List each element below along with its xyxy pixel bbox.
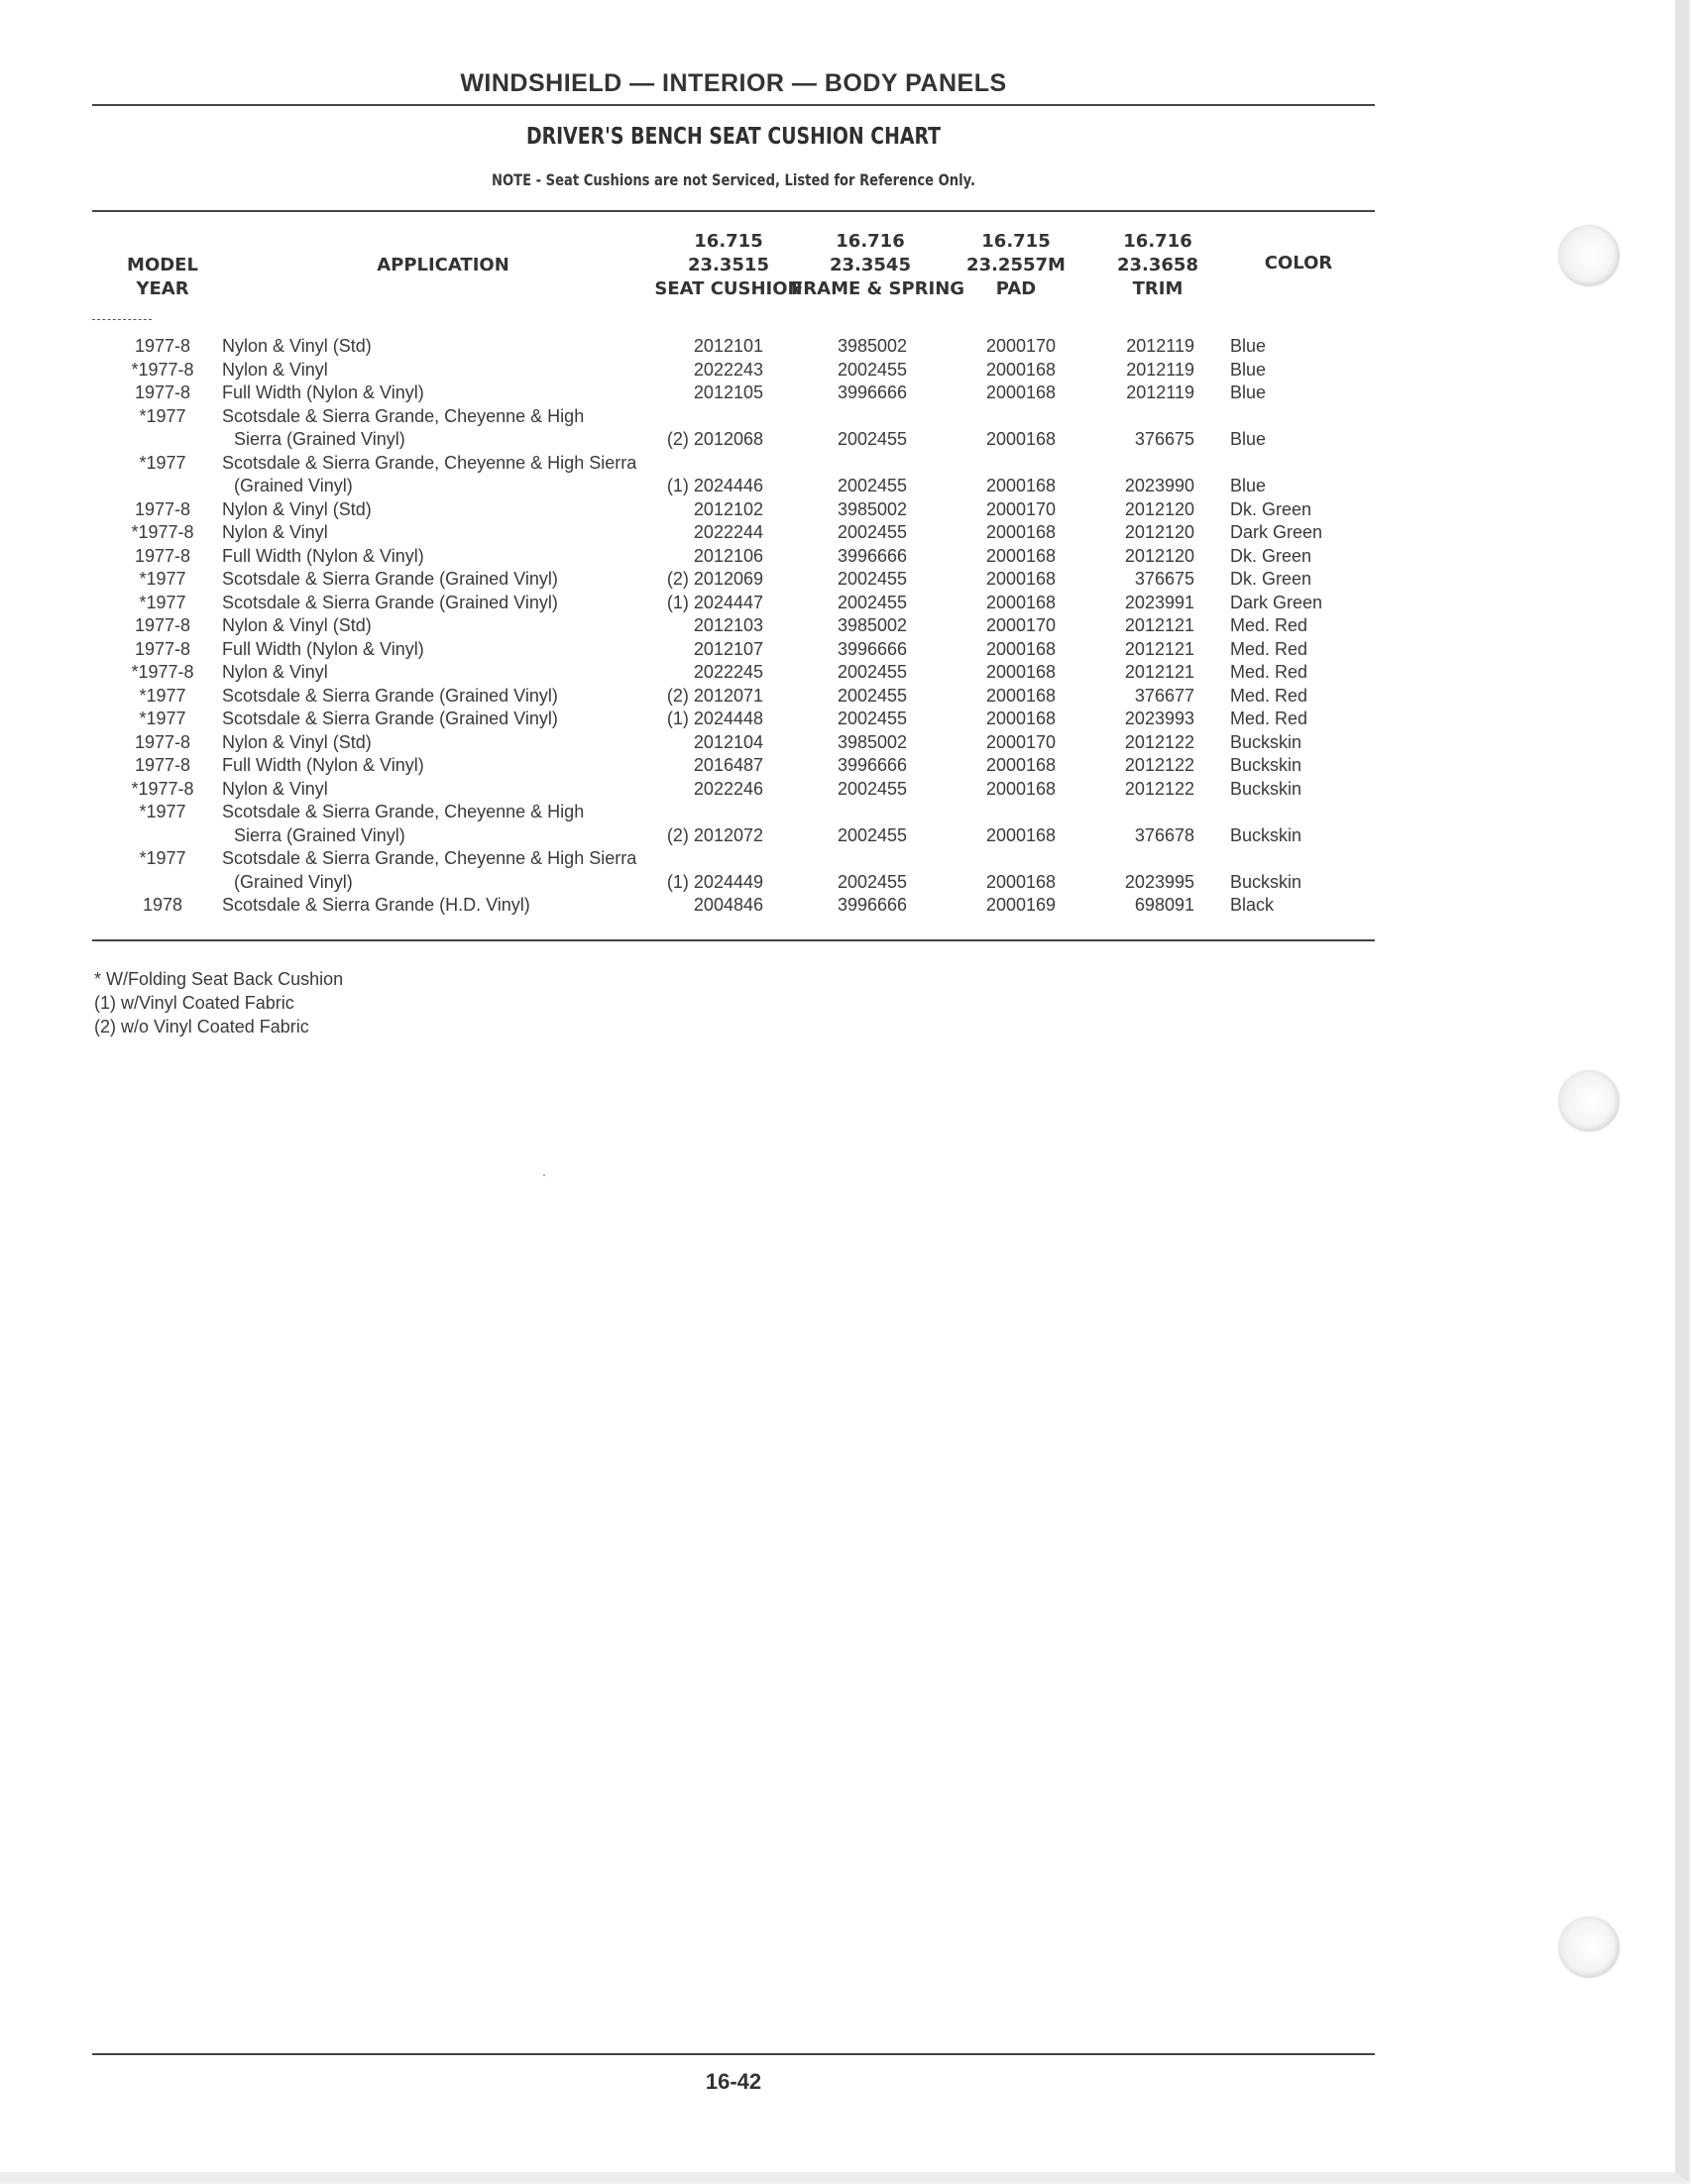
seat-cushion-part-cell: 2004846 [693,895,763,915]
frame-spring-part-cell: 3996666 [837,382,908,402]
application-cell: Nylon & Vinyl [222,359,328,380]
seat-cushion-part-cell: (1) 2024447 [666,592,763,612]
footnote-vinyl-coated: (1) w/Vinyl Coated Fabric [94,993,294,1013]
column-header-pad [952,230,1080,301]
pad-part-cell: 2000168 [985,429,1057,449]
pad-part-cell: 2000168 [985,778,1057,799]
color-cell: Black [1230,895,1275,915]
column-header-line: FRAME & SPRING [791,278,965,299]
trim-part-cell: 2012122 [1124,778,1194,799]
footnote-without-vinyl: (2) w/o Vinyl Coated Fabric [94,1017,309,1037]
seat-cushion-part-cell: 2012107 [693,638,763,659]
pad-part-cell: 2000170 [985,731,1057,752]
pad-part-cell: 2000168 [985,824,1057,845]
trim-part-cell: 376675 [1134,429,1194,449]
application-cell: Scotsdale & Sierra Grande (Grained Vinyl) [222,709,558,728]
trim-part-cell: 2012119 [1126,336,1194,356]
application-cell: Scotsdale & Sierra Grande (Grained Vinyl) [222,569,558,589]
trim-part-cell: 2012120 [1124,498,1194,519]
color-cell: Med. Red [1230,709,1308,728]
column-header-line: TRIM [1132,278,1184,299]
application-cell: Scotsdale & Sierra Grande, Cheyenne & High Sierra [222,848,637,868]
table-bottom-rule [92,939,1375,941]
seat-cushion-part-cell: 2022246 [693,778,763,799]
model-year-cell: *1977 [139,709,186,728]
pad-part-cell: 2000169 [985,895,1057,915]
footnote-folding-seat: * W/Folding Seat Back Cushion [94,969,344,989]
color-cell: Dark Green [1230,592,1323,612]
frame-spring-part-cell: 2002455 [837,871,908,892]
frame-spring-part-cell: 2002455 [837,429,908,449]
model-year-cell: *1977 [139,405,186,426]
binder-hole-bottom [1558,1916,1620,1978]
pad-part-cell: 2000170 [985,615,1057,635]
application-cell: Nylon & Vinyl (Std) [222,498,372,519]
model-year-cell: *1977-8 [131,662,194,682]
pad-part-cell: 2000168 [985,755,1057,775]
application-cell: Scotsdale & Sierra Grande, Cheyenne & High Sierra [222,452,637,473]
model-year-cell: 1977-8 [134,382,191,402]
color-cell: Med. Red [1230,638,1308,659]
pad-part-cell: 2000168 [985,592,1057,612]
application-cell: Full Width (Nylon & Vinyl) [222,638,424,659]
frame-spring-part-cell: 2002455 [837,476,908,495]
pad-part-cell: 2000168 [985,382,1057,402]
column-header-line: YEAR [136,278,189,299]
pad-part-cell: 2000170 [985,498,1057,519]
frame-spring-part-cell: 3985002 [837,336,908,356]
model-year-cell: 1977-8 [134,615,191,635]
column-header-model-year [113,254,212,301]
seat-cushion-part-cell: 2012104 [693,731,763,752]
footer-rule [92,2053,1375,2055]
column-header-line: 16.716 [836,231,905,252]
seat-cushion-part-cell: (2) 2012072 [666,824,763,845]
color-cell: Blue [1230,476,1267,495]
model-year-cell: 1978 [142,895,183,915]
section-title: WINDSHIELD — INTERIOR — BODY PANELS [460,69,1007,97]
color-cell: Blue [1230,336,1267,356]
column-header-line: APPLICATION [377,255,509,275]
frame-spring-part-cell: 2002455 [837,592,908,612]
column-header-frame-spring [791,230,965,301]
seat-cushion-part-cell: 2022245 [693,662,763,682]
application-cell: Scotsdale & Sierra Grande, Cheyenne & High [222,405,585,426]
seat-cushion-part-cell: 2012101 [693,336,763,356]
pad-part-cell: 2000168 [985,476,1057,495]
seat-cushion-part-cell: (2) 2012071 [666,685,763,706]
trim-part-cell: 2012122 [1124,755,1194,775]
trim-part-cell: 376677 [1134,685,1194,706]
application-cell: Nylon & Vinyl [222,778,328,799]
model-year-cell: *1977-8 [131,359,194,380]
color-cell: Buckskin [1230,824,1302,845]
column-header-line: SEAT CUSHION [654,278,803,299]
seat-cushion-part-cell: 2016487 [693,755,763,775]
model-year-cell: *1977 [139,848,186,868]
model-year-cell: 1977-8 [134,498,191,519]
application-cell: Scotsdale & Sierra Grande (Grained Vinyl) [222,685,558,706]
column-header-color [1239,252,1358,275]
trim-part-cell: 2012121 [1124,615,1194,635]
color-cell: Dk. Green [1230,498,1312,519]
frame-spring-part-cell: 2002455 [837,824,908,845]
color-cell: Buckskin [1230,871,1302,892]
frame-spring-part-cell: 2002455 [837,359,908,380]
seat-cushion-part-cell: (2) 2012068 [666,429,763,449]
color-cell: Dark Green [1230,522,1323,542]
column-header-line: COLOR [1264,253,1333,273]
color-cell: Dk. Green [1230,569,1312,589]
column-header-line: 23.3545 [830,255,911,275]
application-cell: Full Width (Nylon & Vinyl) [222,755,424,775]
trim-part-cell: 376675 [1134,569,1194,589]
trim-part-cell: 2012122 [1124,731,1194,752]
frame-spring-part-cell: 3996666 [837,755,908,775]
model-year-cell: *1977-8 [131,522,194,542]
trim-part-cell: 2023990 [1124,476,1194,495]
model-year-cell: *1977 [139,685,186,706]
model-year-cell: 1977-8 [134,638,191,659]
frame-spring-part-cell: 3985002 [837,498,908,519]
color-cell: Med. Red [1230,662,1308,682]
trim-part-cell: 2012121 [1124,662,1194,682]
pad-part-cell: 2000170 [985,336,1057,356]
trim-part-cell: 2012119 [1126,359,1194,380]
model-year-cell: 1977-8 [134,731,191,752]
frame-spring-part-cell: 2002455 [837,569,908,589]
seat-cushion-part-cell: (2) 2012069 [666,569,763,589]
column-header-application [222,254,664,277]
seat-cushion-part-cell: (1) 2024449 [666,871,763,892]
frame-spring-part-cell: 2002455 [837,522,908,542]
pad-part-cell: 2000168 [985,569,1057,589]
binder-hole-top [1558,225,1620,286]
column-header-trim [1093,230,1222,301]
model-year-cell: *1977 [139,592,186,612]
application-cell: Nylon & Vinyl (Std) [222,336,372,356]
model-year-cell: *1977 [139,802,186,821]
color-cell: Blue [1230,429,1267,449]
pad-part-cell: 2000168 [985,871,1057,892]
application-cell: Sierra (Grained Vinyl) [234,429,405,449]
frame-spring-part-cell: 2002455 [837,685,908,706]
column-header-line: 16.716 [1123,231,1192,252]
header-rule [92,104,1375,106]
pad-part-cell: 2000168 [985,685,1057,706]
model-year-cell: 1977-8 [134,755,191,775]
trim-part-cell: 376678 [1134,824,1194,845]
seat-cushion-part-cell: 2022244 [693,522,763,542]
pad-part-cell: 2000168 [985,709,1057,728]
pad-part-cell: 2000168 [985,545,1057,566]
application-cell: (Grained Vinyl) [234,476,353,495]
trim-part-cell: 2012121 [1124,638,1194,659]
application-cell: Sierra (Grained Vinyl) [234,824,405,845]
column-header-line: MODEL [127,255,198,275]
model-year-cell: 1977-8 [134,545,191,566]
column-header-line: 16.715 [981,231,1051,252]
frame-spring-part-cell: 3996666 [837,545,908,566]
frame-spring-part-cell: 2002455 [837,709,908,728]
frame-spring-part-cell: 3996666 [837,895,908,915]
seat-cushion-part-cell: 2012103 [693,615,763,635]
model-year-cell: 1977-8 [134,336,191,356]
page-number: 16-42 [705,2069,762,2094]
model-year-cell: *1977 [139,452,186,473]
application-cell: Nylon & Vinyl [222,662,328,682]
frame-spring-part-cell: 2002455 [837,662,908,682]
color-cell: Dk. Green [1230,545,1312,566]
column-header-seat-cushion [654,230,803,301]
seat-cushion-part-cell: 2022243 [693,359,763,380]
application-cell: Scotsdale & Sierra Grande (H.D. Vinyl) [222,895,530,915]
application-cell: Nylon & Vinyl [222,522,328,542]
color-cell: Buckskin [1230,731,1302,752]
header-underline [92,319,152,320]
pad-part-cell: 2000168 [985,662,1057,682]
column-header-line: 23.2557M [966,255,1066,275]
trim-part-cell: 2012120 [1124,545,1194,566]
column-header-line: 16.715 [694,231,763,252]
trim-part-cell: 698091 [1134,895,1194,915]
color-cell: Med. Red [1230,685,1308,706]
seat-cushion-part-cell: 2012106 [693,545,763,566]
color-cell: Med. Red [1230,615,1308,635]
column-header-line: 23.3515 [688,255,769,275]
seat-cushion-part-cell: 2012105 [693,382,763,402]
binder-hole-middle [1558,1070,1620,1132]
trim-part-cell: 2023995 [1124,871,1194,892]
seat-cushion-part-cell: 2012102 [693,498,763,519]
model-year-cell: *1977-8 [131,778,194,799]
color-cell: Buckskin [1230,778,1302,799]
application-cell: Scotsdale & Sierra Grande (Grained Vinyl) [222,592,558,612]
frame-spring-part-cell: 3996666 [837,638,908,659]
frame-spring-part-cell: 2002455 [837,778,908,799]
model-year-cell: *1977 [139,569,186,589]
color-cell: Buckskin [1230,755,1302,775]
color-cell: Blue [1230,359,1267,380]
application-cell: Full Width (Nylon & Vinyl) [222,382,424,402]
frame-spring-part-cell: 3985002 [837,731,908,752]
trim-part-cell: 2012120 [1124,522,1194,542]
color-cell: Blue [1230,382,1267,402]
column-header-line: 23.3658 [1117,255,1198,275]
table-top-rule [92,210,1375,212]
application-cell: Nylon & Vinyl (Std) [222,731,372,752]
seat-cushion-part-cell: (1) 2024448 [666,709,763,728]
trim-part-cell: 2023991 [1124,592,1194,612]
chart-note: NOTE - Seat Cushions are not Serviced, Listed for Reference Only. [492,170,975,189]
pad-part-cell: 2000168 [985,359,1057,380]
application-cell: Nylon & Vinyl (Std) [222,615,372,635]
seat-cushion-part-cell: (1) 2024446 [666,476,763,495]
application-cell: Scotsdale & Sierra Grande, Cheyenne & High [222,802,585,821]
paper-speck [543,1174,545,1176]
frame-spring-part-cell: 3985002 [837,615,908,635]
application-cell: Full Width (Nylon & Vinyl) [222,545,424,566]
trim-part-cell: 2023993 [1124,709,1194,728]
chart-title: DRIVER'S BENCH SEAT CUSHION CHART [525,124,942,150]
pad-part-cell: 2000168 [985,638,1057,659]
pad-part-cell: 2000168 [985,522,1057,542]
application-cell: (Grained Vinyl) [234,871,353,892]
trim-part-cell: 2012119 [1126,382,1194,402]
column-header-line: PAD [995,278,1037,299]
